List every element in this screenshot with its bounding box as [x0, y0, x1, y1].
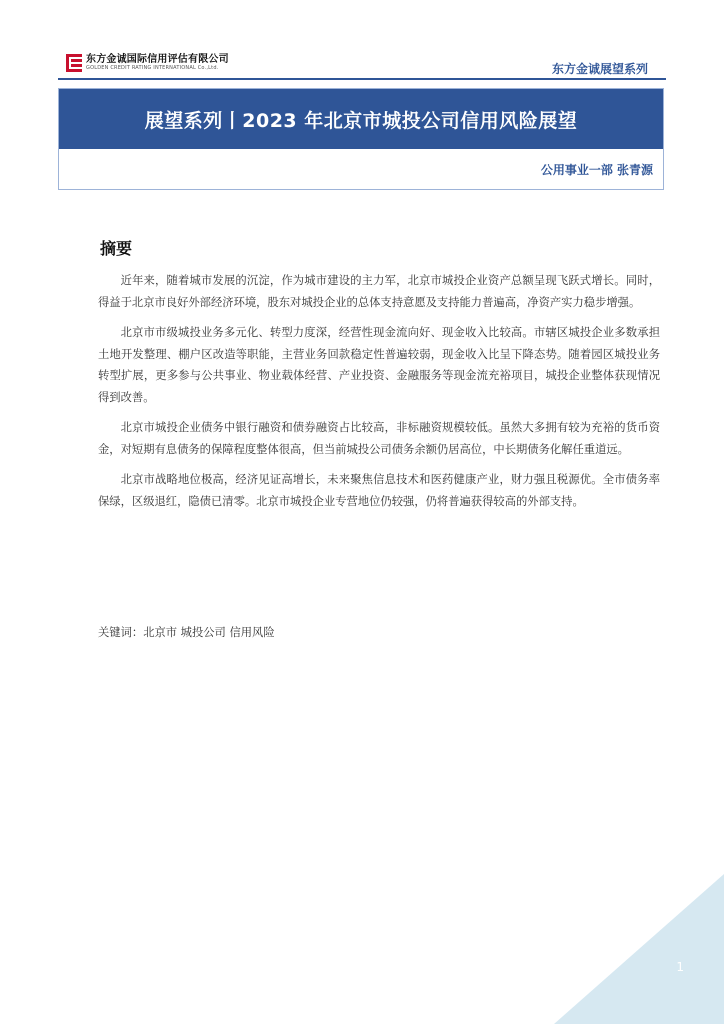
logo-icon [66, 54, 82, 72]
document-title: 展望系列丨2023 年北京市城投公司信用风险展望 [144, 109, 578, 132]
abstract-paragraph: 北京市战略地位极高，经济见证高增长，未来聚焦信息技术和医药健康产业，财力强且税源优。全市债务率保绿，区级退红，隐债已清零。北京市城投企业专营地位仍较强，仍将普遍获得较高的外部支持。 [98, 473, 660, 508]
header-divider [58, 78, 666, 80]
title-box [58, 88, 664, 190]
abstract-heading: 摘要 [100, 239, 133, 258]
logo-company-name-en: GOLDEN CREDIT RATING INTERNATIONAL Co.,Ltd. [86, 65, 219, 71]
abstract-paragraph: 北京市市级城投业务多元化、转型力度深，经营性现金流向好、现金收入比较高。市辖区城投企业多数承担土地开发整理、棚户区改造等职能，主营业务回款稳定性普遍较弱，现金收入比呈下降态势。随着园区城投业务转型扩展，更多参与公共事业、物业载体经营、产业投资、金融服务等现金流充裕项目，城投企业整体获现情况得到改善。 [98, 326, 660, 404]
company-logo [66, 52, 229, 74]
page-number: 1 [676, 960, 684, 974]
series-label: 东方金诚展望系列 [551, 62, 648, 76]
keywords-line: 关键词：北京市 城投公司 信用风险 [98, 626, 275, 639]
abstract-body [98, 270, 660, 521]
abstract-paragraph: 近年来，随着城市发展的沉淀，作为城市建设的主力军，北京市城投企业资产总额呈现飞跃式增长。同时，得益于北京市良好外部经济环境，股东对城投企业的总体支持意愿及支持能力普遍高，净资产实力稳步增强。 [98, 274, 660, 309]
author-line: 公用事业一部 张青源 [540, 163, 653, 177]
title-banner [59, 89, 663, 149]
corner-decoration [554, 874, 724, 1024]
abstract-paragraph: 北京市城投企业债务中银行融资和债券融资占比较高，非标融资规模较低。虽然大多拥有较为充裕的货币资金，对短期有息债务的保障程度整体很高，但当前城投公司债务余额仍居高位，中长期债务化解任重道远。 [98, 421, 660, 456]
logo-company-name: 东方金诚国际信用评估有限公司 [86, 54, 229, 65]
